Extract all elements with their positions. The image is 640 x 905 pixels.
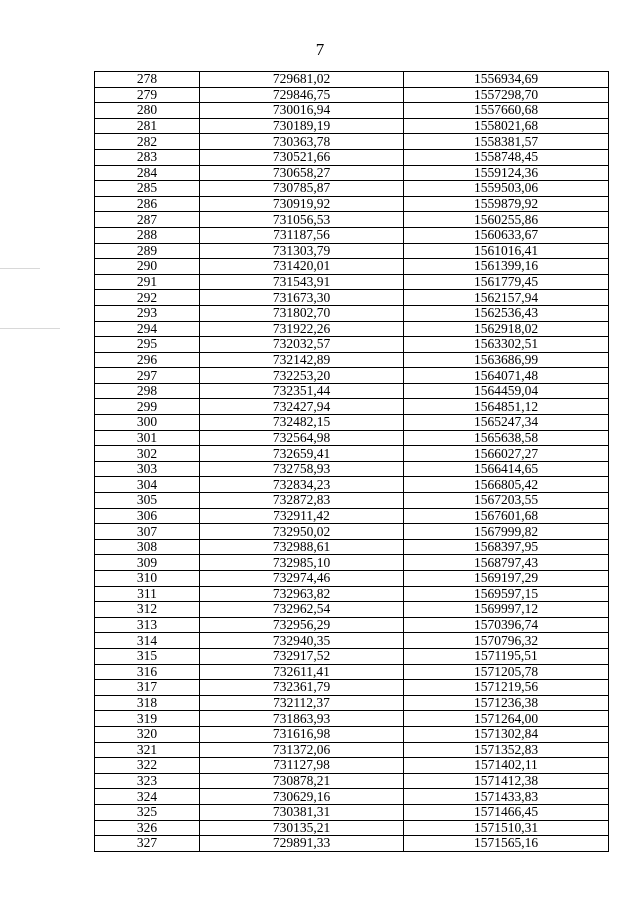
point-number-cell: 326 (95, 820, 200, 836)
x-coordinate-cell: 731056,53 (200, 212, 404, 228)
y-coordinate-cell: 1569997,12 (404, 602, 609, 618)
y-coordinate-cell: 1566027,27 (404, 446, 609, 462)
point-number-cell: 305 (95, 493, 200, 509)
y-coordinate-cell: 1561399,16 (404, 259, 609, 275)
point-number-cell: 321 (95, 742, 200, 758)
x-coordinate-cell: 732950,02 (200, 524, 404, 540)
coordinates-table-body (95, 72, 609, 852)
x-coordinate-cell: 732758,93 (200, 461, 404, 477)
x-coordinate-cell: 732956,29 (200, 617, 404, 633)
y-coordinate-cell: 1571433,83 (404, 789, 609, 805)
point-number-cell: 282 (95, 134, 200, 150)
table-row (95, 461, 609, 477)
x-coordinate-cell: 730658,27 (200, 165, 404, 181)
table-row (95, 664, 609, 680)
y-coordinate-cell: 1558748,45 (404, 149, 609, 165)
x-coordinate-cell: 732962,54 (200, 602, 404, 618)
table-row (95, 399, 609, 415)
table-row (95, 165, 609, 181)
table-row (95, 368, 609, 384)
y-coordinate-cell: 1557660,68 (404, 103, 609, 119)
point-number-cell: 279 (95, 87, 200, 103)
table-row (95, 87, 609, 103)
table-row (95, 227, 609, 243)
table-row (95, 477, 609, 493)
y-coordinate-cell: 1566805,42 (404, 477, 609, 493)
y-coordinate-cell: 1560255,86 (404, 212, 609, 228)
y-coordinate-cell: 1563302,51 (404, 337, 609, 353)
point-number-cell: 295 (95, 337, 200, 353)
x-coordinate-cell: 730363,78 (200, 134, 404, 150)
x-coordinate-cell: 732361,79 (200, 680, 404, 696)
table-row (95, 212, 609, 228)
table-row (95, 259, 609, 275)
point-number-cell: 278 (95, 72, 200, 88)
y-coordinate-cell: 1562157,94 (404, 290, 609, 306)
point-number-cell: 324 (95, 789, 200, 805)
table-row (95, 196, 609, 212)
table-row (95, 524, 609, 540)
y-coordinate-cell: 1565638,58 (404, 430, 609, 446)
table-row (95, 305, 609, 321)
point-number-cell: 302 (95, 446, 200, 462)
y-coordinate-cell: 1571302,84 (404, 726, 609, 742)
table-row (95, 539, 609, 555)
y-coordinate-cell: 1571205,78 (404, 664, 609, 680)
x-coordinate-cell: 731420,01 (200, 259, 404, 275)
table-row (95, 633, 609, 649)
x-coordinate-cell: 732659,41 (200, 446, 404, 462)
point-number-cell: 289 (95, 243, 200, 259)
x-coordinate-cell: 729846,75 (200, 87, 404, 103)
y-coordinate-cell: 1569597,15 (404, 586, 609, 602)
y-coordinate-cell: 1568797,43 (404, 555, 609, 571)
y-coordinate-cell: 1564459,04 (404, 383, 609, 399)
point-number-cell: 291 (95, 274, 200, 290)
x-coordinate-cell: 732482,15 (200, 415, 404, 431)
point-number-cell: 280 (95, 103, 200, 119)
y-coordinate-cell: 1570396,74 (404, 617, 609, 633)
x-coordinate-cell: 731187,56 (200, 227, 404, 243)
x-coordinate-cell: 730629,16 (200, 789, 404, 805)
y-coordinate-cell: 1569197,29 (404, 571, 609, 587)
table-row (95, 836, 609, 852)
table-row (95, 352, 609, 368)
x-coordinate-cell: 731543,91 (200, 274, 404, 290)
y-coordinate-cell: 1566414,65 (404, 461, 609, 477)
point-number-cell: 287 (95, 212, 200, 228)
table-row (95, 695, 609, 711)
scan-mark (0, 268, 40, 269)
table-row (95, 789, 609, 805)
x-coordinate-cell: 732834,23 (200, 477, 404, 493)
y-coordinate-cell: 1559503,06 (404, 181, 609, 197)
point-number-cell: 297 (95, 368, 200, 384)
point-number-cell: 301 (95, 430, 200, 446)
table-row (95, 72, 609, 88)
point-number-cell: 281 (95, 118, 200, 134)
point-number-cell: 327 (95, 836, 200, 852)
y-coordinate-cell: 1570796,32 (404, 633, 609, 649)
table-row (95, 571, 609, 587)
table-row (95, 290, 609, 306)
x-coordinate-cell: 730189,19 (200, 118, 404, 134)
x-coordinate-cell: 731673,30 (200, 290, 404, 306)
table-row (95, 742, 609, 758)
table-row (95, 415, 609, 431)
y-coordinate-cell: 1571219,56 (404, 680, 609, 696)
x-coordinate-cell: 731127,98 (200, 758, 404, 774)
x-coordinate-cell: 730521,66 (200, 149, 404, 165)
y-coordinate-cell: 1567203,55 (404, 493, 609, 509)
table-row (95, 103, 609, 119)
point-number-cell: 298 (95, 383, 200, 399)
table-row (95, 134, 609, 150)
table-row (95, 337, 609, 353)
table-row (95, 555, 609, 571)
table-row (95, 243, 609, 259)
x-coordinate-cell: 731372,06 (200, 742, 404, 758)
point-number-cell: 315 (95, 648, 200, 664)
point-number-cell: 303 (95, 461, 200, 477)
x-coordinate-cell: 730135,21 (200, 820, 404, 836)
y-coordinate-cell: 1571352,83 (404, 742, 609, 758)
table-row (95, 274, 609, 290)
point-number-cell: 317 (95, 680, 200, 696)
point-number-cell: 312 (95, 602, 200, 618)
table-row (95, 617, 609, 633)
y-coordinate-cell: 1571264,00 (404, 711, 609, 727)
y-coordinate-cell: 1562918,02 (404, 321, 609, 337)
table-row (95, 149, 609, 165)
x-coordinate-cell: 732142,89 (200, 352, 404, 368)
y-coordinate-cell: 1568397,95 (404, 539, 609, 555)
table-row (95, 118, 609, 134)
x-coordinate-cell: 732611,41 (200, 664, 404, 680)
y-coordinate-cell: 1571402,11 (404, 758, 609, 774)
y-coordinate-cell: 1561779,45 (404, 274, 609, 290)
point-number-cell: 325 (95, 804, 200, 820)
x-coordinate-cell: 730381,31 (200, 804, 404, 820)
point-number-cell: 293 (95, 305, 200, 321)
table-row (95, 758, 609, 774)
page-number: 7 (315, 40, 325, 59)
y-coordinate-cell: 1557298,70 (404, 87, 609, 103)
point-number-cell: 316 (95, 664, 200, 680)
y-coordinate-cell: 1558381,57 (404, 134, 609, 150)
y-coordinate-cell: 1571510,31 (404, 820, 609, 836)
x-coordinate-cell: 732427,94 (200, 399, 404, 415)
y-coordinate-cell: 1560633,67 (404, 227, 609, 243)
point-number-cell: 286 (95, 196, 200, 212)
x-coordinate-cell: 732974,46 (200, 571, 404, 587)
y-coordinate-cell: 1561016,41 (404, 243, 609, 259)
point-number-cell: 296 (95, 352, 200, 368)
point-number-cell: 294 (95, 321, 200, 337)
y-coordinate-cell: 1571195,51 (404, 648, 609, 664)
y-coordinate-cell: 1564851,12 (404, 399, 609, 415)
y-coordinate-cell: 1562536,43 (404, 305, 609, 321)
table-row (95, 181, 609, 197)
point-number-cell: 285 (95, 181, 200, 197)
table-row (95, 773, 609, 789)
point-number-cell: 288 (95, 227, 200, 243)
table-row (95, 680, 609, 696)
point-number-cell: 306 (95, 508, 200, 524)
x-coordinate-cell: 732985,10 (200, 555, 404, 571)
x-coordinate-cell: 730016,94 (200, 103, 404, 119)
point-number-cell: 322 (95, 758, 200, 774)
x-coordinate-cell: 732911,42 (200, 508, 404, 524)
x-coordinate-cell: 732917,52 (200, 648, 404, 664)
table-row (95, 493, 609, 509)
x-coordinate-cell: 732032,57 (200, 337, 404, 353)
scan-mark (0, 328, 60, 329)
x-coordinate-cell: 730919,92 (200, 196, 404, 212)
point-number-cell: 304 (95, 477, 200, 493)
x-coordinate-cell: 731802,70 (200, 305, 404, 321)
table-row (95, 804, 609, 820)
point-number-cell: 318 (95, 695, 200, 711)
y-coordinate-cell: 1571466,45 (404, 804, 609, 820)
point-number-cell: 290 (95, 259, 200, 275)
x-coordinate-cell: 730878,21 (200, 773, 404, 789)
table-row (95, 820, 609, 836)
y-coordinate-cell: 1563686,99 (404, 352, 609, 368)
point-number-cell: 319 (95, 711, 200, 727)
point-number-cell: 283 (95, 149, 200, 165)
y-coordinate-cell: 1567601,68 (404, 508, 609, 524)
y-coordinate-cell: 1567999,82 (404, 524, 609, 540)
point-number-cell: 320 (95, 726, 200, 742)
point-number-cell: 323 (95, 773, 200, 789)
table-row (95, 446, 609, 462)
x-coordinate-cell: 731616,98 (200, 726, 404, 742)
x-coordinate-cell: 732988,61 (200, 539, 404, 555)
point-number-cell: 284 (95, 165, 200, 181)
point-number-cell: 313 (95, 617, 200, 633)
table-row (95, 508, 609, 524)
y-coordinate-cell: 1571412,38 (404, 773, 609, 789)
table-row (95, 648, 609, 664)
x-coordinate-cell: 731922,26 (200, 321, 404, 337)
x-coordinate-cell: 732253,20 (200, 368, 404, 384)
table-row (95, 383, 609, 399)
coordinates-table (94, 71, 609, 852)
x-coordinate-cell: 732872,83 (200, 493, 404, 509)
y-coordinate-cell: 1571236,38 (404, 695, 609, 711)
y-coordinate-cell: 1565247,34 (404, 415, 609, 431)
x-coordinate-cell: 731863,93 (200, 711, 404, 727)
y-coordinate-cell: 1559879,92 (404, 196, 609, 212)
y-coordinate-cell: 1556934,69 (404, 72, 609, 88)
point-number-cell: 311 (95, 586, 200, 602)
table-row (95, 321, 609, 337)
x-coordinate-cell: 729891,33 (200, 836, 404, 852)
point-number-cell: 292 (95, 290, 200, 306)
point-number-cell: 299 (95, 399, 200, 415)
y-coordinate-cell: 1558021,68 (404, 118, 609, 134)
point-number-cell: 308 (95, 539, 200, 555)
x-coordinate-cell: 732112,37 (200, 695, 404, 711)
point-number-cell: 300 (95, 415, 200, 431)
point-number-cell: 307 (95, 524, 200, 540)
x-coordinate-cell: 732564,98 (200, 430, 404, 446)
x-coordinate-cell: 729681,02 (200, 72, 404, 88)
x-coordinate-cell: 732940,35 (200, 633, 404, 649)
table-row (95, 726, 609, 742)
table-row (95, 430, 609, 446)
y-coordinate-cell: 1571565,16 (404, 836, 609, 852)
table-row (95, 602, 609, 618)
y-coordinate-cell: 1564071,48 (404, 368, 609, 384)
x-coordinate-cell: 732963,82 (200, 586, 404, 602)
x-coordinate-cell: 731303,79 (200, 243, 404, 259)
point-number-cell: 314 (95, 633, 200, 649)
point-number-cell: 310 (95, 571, 200, 587)
point-number-cell: 309 (95, 555, 200, 571)
table-row (95, 711, 609, 727)
table-row (95, 586, 609, 602)
y-coordinate-cell: 1559124,36 (404, 165, 609, 181)
x-coordinate-cell: 732351,44 (200, 383, 404, 399)
x-coordinate-cell: 730785,87 (200, 181, 404, 197)
